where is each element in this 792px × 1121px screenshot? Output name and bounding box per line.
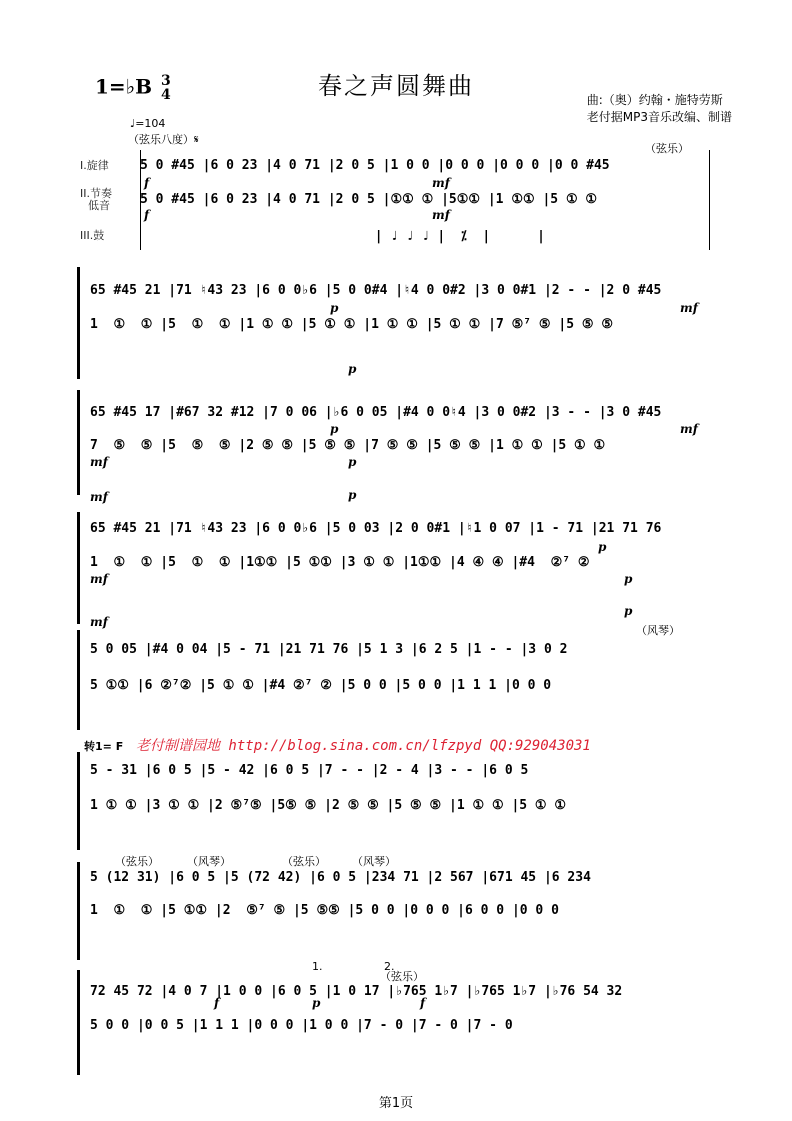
volta-1: 1. [312, 960, 323, 973]
system-2-bracket [77, 267, 80, 379]
system-4-bracket [77, 512, 80, 624]
instrument-melody: I.旋律 [80, 159, 109, 172]
dynamic-f-1: f [144, 176, 150, 190]
dynamic-p-7: p [624, 572, 633, 586]
system-5-melody: 5 0 05 |#4 0 04 |5 - 71 |21 71 76 |5 1 3 |6 2 5 |1 - - |3 0 2 [90, 642, 568, 657]
dynamic-mf-8: mf [90, 615, 108, 629]
dynamic-f-4: f [420, 996, 426, 1010]
dynamic-p-9: p [312, 996, 321, 1010]
accordion-mark-3: （风琴） [352, 855, 396, 868]
time-top: 3 [160, 73, 171, 89]
instrument-bass: 低音 [88, 199, 110, 212]
dynamic-p-4: p [348, 455, 357, 469]
system-4-rhythm: 1 ① ① |5 ① ① |1①① |5 ①① |3 ① ① |1①① |4 ④ ④ |#4 ②⁷ ② [90, 555, 590, 570]
dynamic-p-3: p [330, 422, 339, 436]
watermark: 老付制谱园地 http://blog.sina.com.cn/lfzpyd QQ:929043031 [136, 738, 591, 754]
system-1-melody: 5 0 #45 |6 0 23 |4 0 71 |2 0 5 |1 0 0 |0 0 0 |0 0 0 |0 0 #45 [140, 158, 610, 173]
system-7-melody: 5 (12 31) |6 0 5 |5 (72 42) |6 0 5 |234 71 |2 567 |671 45 |6 234 [90, 870, 591, 885]
dynamic-mf-2: mf [432, 208, 450, 222]
system-5-rhythm: 5 ①① |6 ②⁷② |5 ① ① |#4 ②⁷ ② |5 0 0 |5 0 0 |1 1 1 |0 0 0 [90, 678, 552, 693]
system-8-rhythm: 5 0 0 |0 0 5 |1 1 1 |0 0 0 |1 0 0 |7 - 0 |7 - 0 |7 - 0 [90, 1018, 513, 1033]
volta-2: 2. [384, 960, 395, 973]
accordion-mark-2: （风琴） [187, 855, 231, 868]
dynamic-f-2: f [144, 208, 150, 222]
system-1-rhythm: 5 0 #45 |6 0 23 |4 0 71 |2 0 5 |①① ① |5①① |1 ①① |5 ① ① [140, 192, 598, 207]
page-number: 第1页 [378, 1096, 414, 1111]
system-4-melody: 65 #45 21 |71 ♮43 23 |6 0 0♭6 |5 0 03 |2 0 0#1 |♮1 0 07 |1 - 71 |21 71 76 [90, 521, 662, 536]
system-8-bracket [77, 970, 80, 1075]
dynamic-f-3: f [214, 996, 220, 1010]
system-2-melody: 65 #45 21 |71 ♮43 23 |6 0 0♭6 |5 0 0#4 |♮4 0 0#2 |3 0 0#1 |2 - - |2 0 #45 [90, 283, 662, 298]
system-3-bracket [77, 390, 80, 495]
dynamic-mf-3: mf [680, 301, 698, 315]
system-6-bracket [77, 752, 80, 850]
system-7-rhythm: 1 ① ① |5 ①① |2 ⑤⁷ ⑤ |5 ⑤⑤ |5 0 0 |0 0 0 |6 0 0 |0 0 0 [90, 903, 559, 918]
dynamic-p-2: p [348, 362, 357, 376]
instrument-rhythm: II.节奏 [80, 187, 112, 200]
dynamic-p-1: p [330, 301, 339, 315]
credits [587, 92, 732, 126]
score-title: 春之声圆舞曲 [318, 72, 474, 100]
strings-mark-2: （弦乐） [115, 855, 159, 868]
system-6-rhythm: 1 ① ① |3 ① ① |2 ⑤⁷⑤ |5⑤ ⑤ |2 ⑤ ⑤ |5 ⑤ ⑤ |1 ① ① |5 ① ① [90, 798, 567, 813]
strings-mark-4: （弦乐） [380, 970, 424, 983]
dynamic-p-5: p [348, 488, 357, 502]
strings-mark-3: （弦乐） [282, 855, 326, 868]
dynamic-p-8: p [624, 604, 633, 618]
dynamic-mf-6: mf [680, 422, 698, 436]
tempo-mark: ♩=104 [130, 117, 166, 130]
system-7-bracket [77, 862, 80, 960]
time-bottom: 4 [160, 87, 171, 103]
system-6-melody: 5 - 31 |6 0 5 |5 - 42 |6 0 5 |7 - - |2 - 4 |3 - - |6 0 5 [90, 763, 529, 778]
system-3-melody: 65 #45 17 |#67 32 #12 |7 0 06 |♭6 0 05 |#4 0 0♮4 |3 0 0#2 |3 - - |3 0 #45 [90, 405, 662, 420]
modulation-mark: 转1= F [84, 740, 124, 753]
composer: 曲:（奥）约翰・施特劳斯 [586, 93, 723, 107]
arranger: 老付据MP3音乐改编、制谱 [586, 110, 732, 124]
strings-mark-1: （弦乐） [645, 142, 689, 155]
system-3-rhythm: 7 ⑤ ⑤ |5 ⑤ ⑤ |2 ⑤ ⑤ |5 ⑤ ⑤ |7 ⑤ ⑤ |5 ⑤ ⑤ |1 ① ① |5 ① ① [90, 438, 606, 453]
system-8-melody: 72 45 72 |4 0 7 |1 0 0 |6 0 5 |1 0 17 |♭765 1♭7 |♭765 1♭7 |♭76 54 32 [90, 984, 623, 999]
dynamic-mf-5: mf [90, 490, 108, 504]
dynamic-mf-1: mf [432, 176, 450, 190]
instrument-drum: III.鼓 [80, 229, 105, 242]
system-5-bracket [77, 630, 80, 730]
dynamic-mf-4: mf [90, 455, 108, 469]
first-performance-mark: （弦乐八度）𝄋 [128, 133, 199, 146]
key-prefix: 1=♭B [95, 74, 153, 99]
system-2-rhythm: 1 ① ① |5 ① ① |1 ① ① |5 ① ① |1 ① ① |5 ① ① |7 ⑤⁷ ⑤ |5 ⑤ ⑤ [90, 317, 614, 332]
accordion-mark-1: （风琴） [636, 624, 680, 637]
dynamic-p-6: p [598, 540, 607, 554]
dynamic-mf-7: mf [90, 572, 108, 586]
system-1-drum: | ♩ ♩ ♩ | ⁒ | | [140, 229, 546, 244]
